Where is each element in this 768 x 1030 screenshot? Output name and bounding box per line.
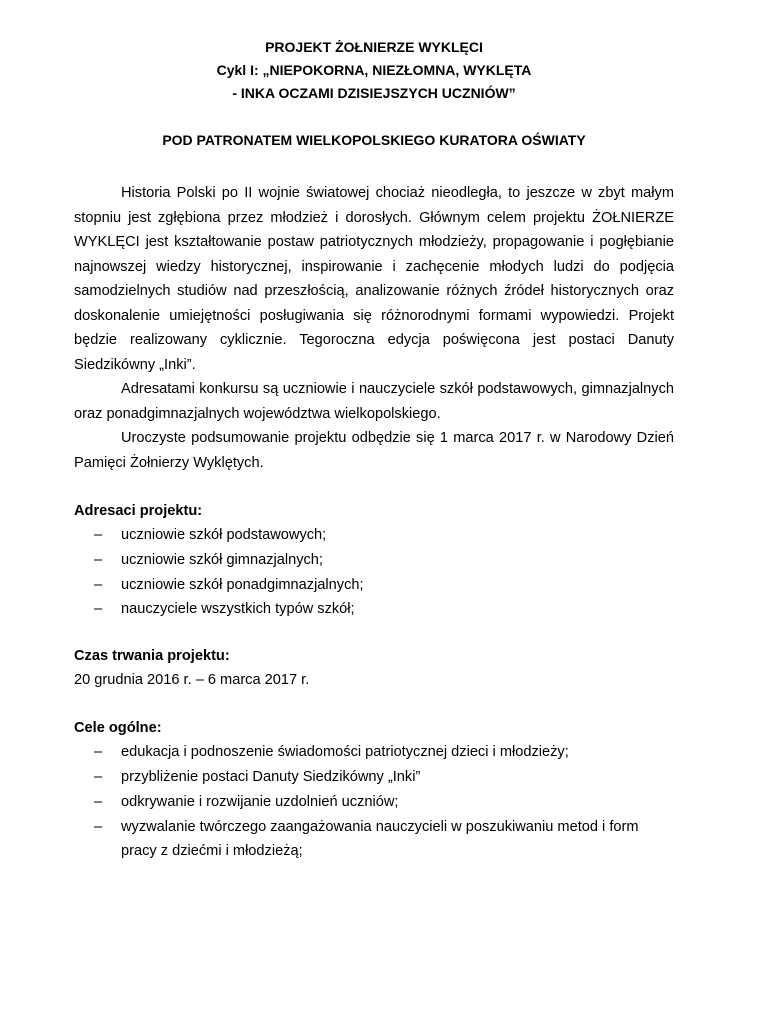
intro-paragraph-1: Historia Polski po II wojnie światowej chociaż nieodległa, to jeszcze w zbyt małym stopniu jest zgłębiona przez młodzież i dorosłych. Głównym celem projektu ŻOŁNIERZE WYKLĘCI jest kształtowanie postaw patriotycznych młodzieży, propagowanie i pogłębianie najnowszej wiedzy historycznej, inspirowanie i zachęcenie młodych ludzi do podjęcia samodzielnych studiów nad przeszłością, analizowanie różnych źródeł historycznych oraz doskonalenie umiejętności posługiwania się różnorodnymi formami wypowiedzi. Projekt będzie realizowany cyklicznie. Tegoroczna edycja poświęcona jest postaci Danuty Siedzikówny „Inki”. — [74, 185, 674, 373]
addressees-section — [74, 499, 674, 622]
dash-marker: – — [94, 601, 103, 618]
goals-heading: Cele ogólne: — [74, 720, 162, 737]
list-item: – edukacja i podnoszenie świadomości patriotycznej dzieci i młodzieży; — [74, 740, 674, 765]
list-item: – odkrywanie i rozwijanie uzdolnień uczniów; — [74, 790, 674, 815]
duration-heading: Czas trwania projektu: — [74, 648, 230, 665]
intro-paragraph-3: Uroczyste podsumowanie projektu odbędzie się 1 marca 2017 r. w Narodowy Dzień Pamięci Żołnierzy Wyklętych. — [74, 430, 674, 471]
dash-marker: – — [94, 744, 103, 761]
list-item: – nauczyciele wszystkich typów szkół; — [74, 597, 674, 622]
duration-value: 20 grudnia 2016 r. – 6 marca 2017 r. — [74, 672, 310, 689]
cycle-subtitle: - INKA OCZAMI DZISIEJSZYCH UCZNIÓW” — [232, 85, 516, 101]
dash-marker: – — [94, 551, 103, 568]
dash-marker: – — [94, 768, 103, 785]
dash-marker: – — [94, 576, 103, 593]
intro-paragraph-2: Adresatami konkursu są uczniowie i nauczyciele szkół podstawowych, gimnazjalnych oraz ponadgimnazjalnych województwa wielkopolskiego. — [74, 381, 674, 422]
dash-marker: – — [94, 527, 103, 543]
list-item: – uczniowie szkół ponadgimnazjalnych; — [74, 573, 674, 598]
cycle-title: Cykl I: „NIEPOKORNA, NIEZŁOMNA, WYKLĘTA — [216, 62, 532, 78]
dash-marker: – — [94, 793, 103, 810]
goals-section — [74, 716, 674, 864]
title-block — [74, 36, 674, 152]
list-item: – przybliżenie postaci Danuty Siedzikówny „Inki” — [74, 765, 674, 790]
duration-section — [74, 644, 674, 692]
addressees-heading: Adresaci projektu: — [74, 503, 203, 519]
list-item: – uczniowie szkół gimnazjalnych; — [74, 548, 674, 573]
dash-marker: – — [94, 818, 103, 835]
addressees-list — [74, 523, 674, 622]
list-item: – wyzwalanie twórczego zaangażowania nauczycieli w poszukiwaniu metod i form pracy z dziećmi i młodzieżą; — [74, 815, 674, 865]
goals-list — [74, 740, 674, 864]
document-page — [0, 36, 768, 1030]
patronage-line: POD PATRONATEM WIELKOPOLSKIEGO KURATORA OŚWIATY — [162, 132, 586, 148]
project-title: PROJEKT ŻOŁNIERZE WYKLĘCI — [265, 39, 483, 55]
list-item: – uczniowie szkół podstawowych; — [74, 523, 674, 548]
